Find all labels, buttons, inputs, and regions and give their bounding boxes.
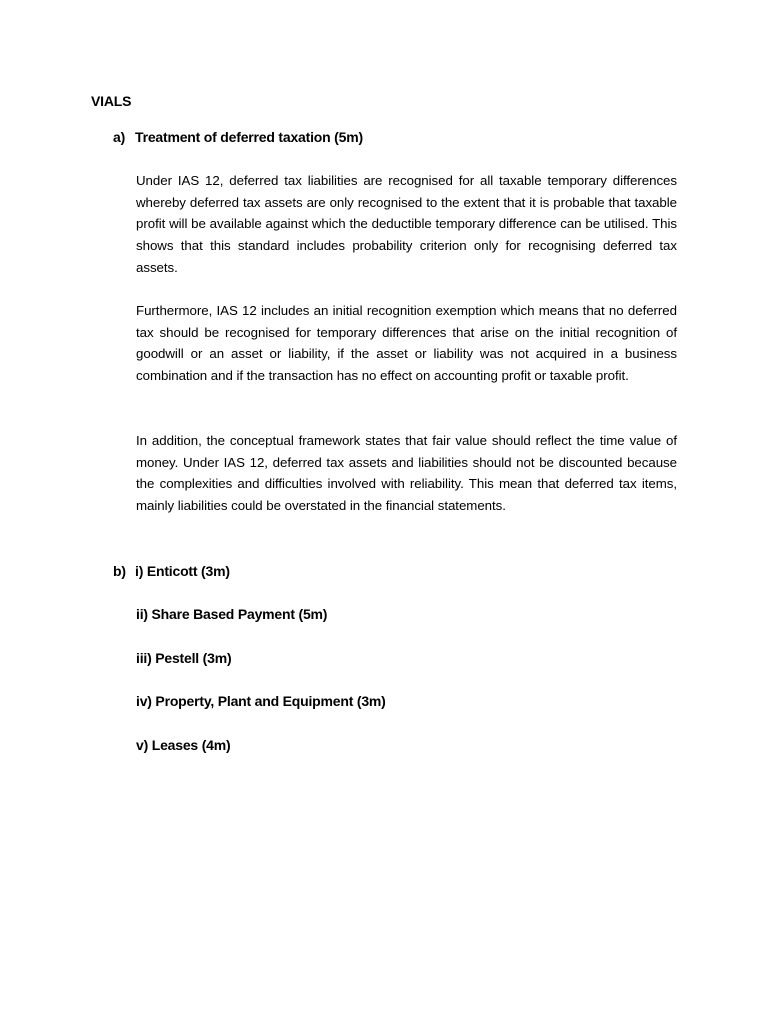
paragraph: Under IAS 12, deferred tax liabilities are recognised for all taxable temporary differences whereby deferred tax assets are only recognised to the extent that it is probable that taxable profit will be available against which the deductible temporary difference can be utilised. This shows that this standard includes probability criterion only for recognising deferred tax assets. xyxy=(136,173,677,275)
section-a-title-text: Treatment of deferred taxation (5m) xyxy=(135,129,363,145)
section-a-marker: a) xyxy=(113,129,126,145)
section-b-item: v) Leases (4m) xyxy=(136,737,231,753)
section-b-item: i) Enticott (3m) xyxy=(135,563,230,579)
section-b-marker: b) xyxy=(113,563,126,579)
section-b-item: iii) Pestell (3m) xyxy=(136,650,232,666)
section-b-item: ii) Share Based Payment (5m) xyxy=(136,606,328,622)
document-heading: VIALS xyxy=(91,93,132,109)
section-b-title xyxy=(113,563,230,579)
section-a-title xyxy=(113,129,363,145)
paragraph: Furthermore, IAS 12 includes an initial recognition exemption which means that no deferred tax should be recognised for temporary differences that arise on the initial recognition of goodwill or an asset or liability, if the asset or liability was not acquired in a business combination and if the transaction has no effect on accounting profit or taxable profit. xyxy=(136,303,677,384)
section-b-item: iv) Property, Plant and Equipment (3m) xyxy=(136,693,386,709)
paragraph: In addition, the conceptual framework states that fair value should reflect the time value of money. Under IAS 12, deferred tax assets and liabilities should not be discounted because the complexities and difficulties involved with reliability. This mean that deferred tax items, mainly liabilities could be overstated in the financial statements. xyxy=(136,433,677,514)
